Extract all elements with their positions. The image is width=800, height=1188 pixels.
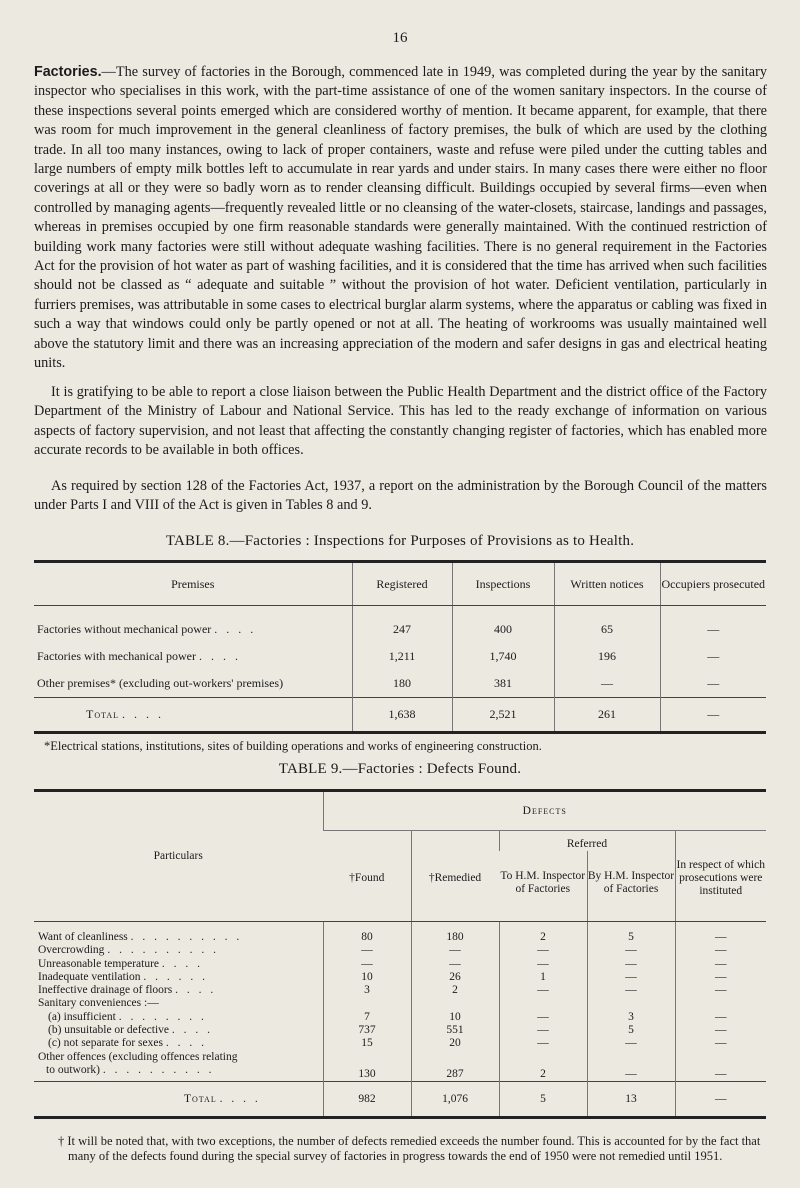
table-row <box>34 944 766 957</box>
cell-prosecutions: — <box>675 958 766 971</box>
total-label: Total . . . . <box>34 698 352 733</box>
cell-found: 737 <box>323 1024 411 1037</box>
row-label: Other premises* (excluding out-workers' premises) <box>37 676 284 690</box>
header-written-notices: Written notices <box>554 562 660 606</box>
cell-prosecutions <box>675 1051 766 1064</box>
paragraph-factories <box>34 63 767 374</box>
paragraph-liaison: It is gratifying to be able to report a close liaison between the Public Health Department and the district office of the Factory Department of the Ministry of Labour and National Service. This has led to the ready exchange of information on various aspects of factory supervision, and not least that affecting the constantly changing register of factories, which has enabled more accurate records to be available in both offices. <box>34 384 767 459</box>
cell-found: — <box>323 944 411 957</box>
row-label: Other offences (excluding offences relating <box>38 1050 238 1063</box>
cell-remedied <box>411 997 499 1010</box>
header-found: †Found <box>323 831 411 922</box>
cell-prosecutions: — <box>675 1011 766 1024</box>
row-label: Want of cleanliness . . . . . . . . . . <box>38 931 243 943</box>
cell-to-hm <box>499 1051 587 1064</box>
cell-registered: 180 <box>352 670 452 698</box>
cell-prosecutions: — <box>675 1024 766 1037</box>
table-8-footnote: *Electrical stations, institutions, sites of building operations and works of engineering construction. <box>44 739 542 753</box>
header-inspections: Inspections <box>452 562 554 606</box>
cell-found: 3 <box>323 984 411 997</box>
cell-registered: 247 <box>352 606 452 644</box>
cell-prosecutions <box>675 997 766 1010</box>
table-row <box>34 984 766 997</box>
cell-by-hm: — <box>587 984 675 997</box>
cell-remedied <box>411 1051 499 1064</box>
cell-notices: — <box>554 670 660 698</box>
cell-to-hm: 2 <box>499 1064 587 1082</box>
table-8-caption: TABLE 8.—Factories : Inspections for Purposes of Provisions as to Health. <box>165 533 635 549</box>
table-row <box>34 643 766 670</box>
page-number: 16 <box>392 30 408 46</box>
table-9-header-row <box>34 791 766 831</box>
cell-to-hm: — <box>499 1011 587 1024</box>
total-label: Total . . . . <box>34 1082 323 1118</box>
paragraph-section-128: As required by section 128 of the Factories Act, 1937, a report on the administration by the Borough Council of the matters under Parts I and VIII of the Act is given in Tables 8 and 9. <box>34 478 767 514</box>
row-label: to outwork) . . . . . . . . . . <box>46 1063 215 1076</box>
table-row <box>34 958 766 971</box>
cell-remedied: — <box>411 944 499 957</box>
cell-remedied: 287 <box>411 1064 499 1082</box>
cell-notices: 196 <box>554 643 660 670</box>
table-8 <box>34 560 766 734</box>
table-row <box>34 922 766 945</box>
row-label: Sanitary conveniences :— <box>38 997 159 1010</box>
header-occupiers-prosecuted: Occupiers prosecuted <box>660 562 766 606</box>
cell-found: 7 <box>323 1011 411 1024</box>
cell-remedied: — <box>411 958 499 971</box>
total-inspections: 2,521 <box>452 698 554 733</box>
cell-prosecuted: — <box>660 606 766 644</box>
table-row <box>34 1051 766 1064</box>
row-label: (a) insufficient . . . . . . . . <box>48 1010 207 1023</box>
cell-by-hm <box>587 997 675 1010</box>
cell-remedied: 26 <box>411 971 499 984</box>
cell-to-hm: — <box>499 984 587 997</box>
header-to-hm-inspector: To H.M. Inspector of Factories <box>499 851 587 922</box>
total-to-hm: 5 <box>499 1082 587 1118</box>
cell-remedied: 180 <box>411 922 499 945</box>
table-row <box>34 1064 766 1082</box>
cell-to-hm: — <box>499 1037 587 1050</box>
cell-by-hm: — <box>587 971 675 984</box>
header-premises: Premises <box>34 562 352 606</box>
cell-by-hm: 3 <box>587 1011 675 1024</box>
header-registered: Registered <box>352 562 452 606</box>
cell-to-hm: — <box>499 958 587 971</box>
row-label: (c) not separate for sexes . . . . <box>48 1037 207 1050</box>
total-found: 982 <box>323 1082 411 1118</box>
header-remedied: †Remedied <box>411 831 499 922</box>
table-9-caption: TABLE 9.—Factories : Defects Found. <box>278 761 522 777</box>
row-label: Ineffective drainage of floors . . . . <box>38 984 217 997</box>
header-defects: Defects <box>323 791 766 831</box>
cell-to-hm: — <box>499 1024 587 1037</box>
cell-found: 15 <box>323 1037 411 1050</box>
total-notices: 261 <box>554 698 660 733</box>
row-label: Inadequate ventilation . . . . . . <box>38 970 209 983</box>
total-by-hm: 13 <box>587 1082 675 1118</box>
cell-remedied: 20 <box>411 1037 499 1050</box>
table-9-total-row <box>34 1082 766 1118</box>
row-label: Overcrowding . . . . . . . . . . <box>38 944 219 957</box>
cell-by-hm: 5 <box>587 1024 675 1037</box>
cell-prosecuted: — <box>660 670 766 698</box>
cell-inspections: 381 <box>452 670 554 698</box>
header-by-hm-inspector: By H.M. Inspector of Factories <box>587 851 675 922</box>
cell-notices: 65 <box>554 606 660 644</box>
table-row <box>34 1037 766 1050</box>
cell-found <box>323 1051 411 1064</box>
row-label: (b) unsuitable or defective . . . . <box>48 1024 214 1037</box>
header-particulars: Particulars <box>34 791 323 922</box>
cell-by-hm: — <box>587 944 675 957</box>
cell-remedied: 2 <box>411 984 499 997</box>
total-prosecutions: — <box>675 1082 766 1118</box>
paragraph-1-text: —The survey of factories in the Borough, commenced late in 1949, was completed during the year by the sanitary inspector who specialises in this work, with the part-time assistance of one of the women sanitary inspectors. In the course of these inspections several points emerged which are considered worthy of mention. It became apparent, for example, that there was room for much improvement in the general cleanliness of factory premises, the bulk of which are used by the clothing trade. In all too many instances, owing to lack of proper containers, waste and refuse were piled under the cutting tables and large numbers of empty milk bottles left to accumulate in rear yards and under stairs. In many cases there were either no floor coverings at all or they were so badly worn as to render cleansing difficult. Buildings occupied by several firms—even when controlled by managing agents—frequently revealed little or no cleansing of the water-closets, staircase, landings and passages, whereas in premises occupied by one firm reasonable standards were generally maintained. With the continued restriction of building work many factories were still without adequate washing facilities. There is no general requirement in the Factories Act for the provision of hot water as part of washing facilities, and it is considered that the time has arrived when such facilities should not be classed as “ adequate and suitable ” without the provision of hot water. Deficient ventilation, particularly in furriers premises, was attributable in some cases to electrical burglar alarm systems, where the apparatus or cabling was fixed in such a way that windows could only be partly opened or not at all. The heating of workrooms was usually maintained well above the statutory limit and there was an increasing appreciation of the modern and safer designs in gas and electrical heating units. <box>34 64 767 372</box>
cell-found: 130 <box>323 1064 411 1082</box>
cell-by-hm: — <box>587 958 675 971</box>
cell-by-hm: — <box>587 1037 675 1050</box>
cell-to-hm <box>499 997 587 1010</box>
cell-to-hm: 2 <box>499 922 587 945</box>
header-referred: Referred <box>499 831 675 852</box>
cell-remedied: 10 <box>411 1011 499 1024</box>
cell-inspections: 400 <box>452 606 554 644</box>
cell-prosecutions: — <box>675 984 766 997</box>
table-9-footnote: † It will be noted that, with two exceptions, the number of defects remedied exceeds the number found. This is accounted for by the fact that many of the defects found during the special survey of factories in progress towards the end of 1950 were not remedied until 1951. <box>58 1134 761 1163</box>
table-8-total-row <box>34 698 766 733</box>
table-row <box>34 997 766 1010</box>
cell-prosecutions: — <box>675 971 766 984</box>
row-label: Factories with mechanical power . . . . <box>37 649 241 663</box>
cell-registered: 1,211 <box>352 643 452 670</box>
cell-found: 80 <box>323 922 411 945</box>
cell-found: — <box>323 958 411 971</box>
cell-by-hm: 5 <box>587 922 675 945</box>
total-remedied: 1,076 <box>411 1082 499 1118</box>
table-9 <box>34 789 766 1119</box>
cell-by-hm <box>587 1051 675 1064</box>
cell-found <box>323 997 411 1010</box>
header-prosecutions: In respect of which prosecutions were instituted <box>675 831 766 922</box>
cell-to-hm: 1 <box>499 971 587 984</box>
cell-remedied: 551 <box>411 1024 499 1037</box>
cell-prosecutions: — <box>675 922 766 945</box>
row-label: Unreasonable temperature . . . . <box>38 957 204 970</box>
cell-found: 10 <box>323 971 411 984</box>
factories-heading: Factories. <box>34 64 102 80</box>
cell-prosecutions: — <box>675 944 766 957</box>
table-row <box>34 1011 766 1024</box>
cell-prosecuted: — <box>660 643 766 670</box>
table-8-header-row <box>34 562 766 606</box>
cell-by-hm: — <box>587 1064 675 1082</box>
table-row <box>34 606 766 644</box>
table-row <box>34 670 766 698</box>
total-prosecuted: — <box>660 698 766 733</box>
cell-prosecutions: — <box>675 1064 766 1082</box>
total-registered: 1,638 <box>352 698 452 733</box>
row-label: Factories without mechanical power . . . . <box>37 622 257 636</box>
cell-to-hm: — <box>499 944 587 957</box>
cell-inspections: 1,740 <box>452 643 554 670</box>
cell-prosecutions: — <box>675 1037 766 1050</box>
table-row <box>34 1024 766 1037</box>
table-row <box>34 971 766 984</box>
